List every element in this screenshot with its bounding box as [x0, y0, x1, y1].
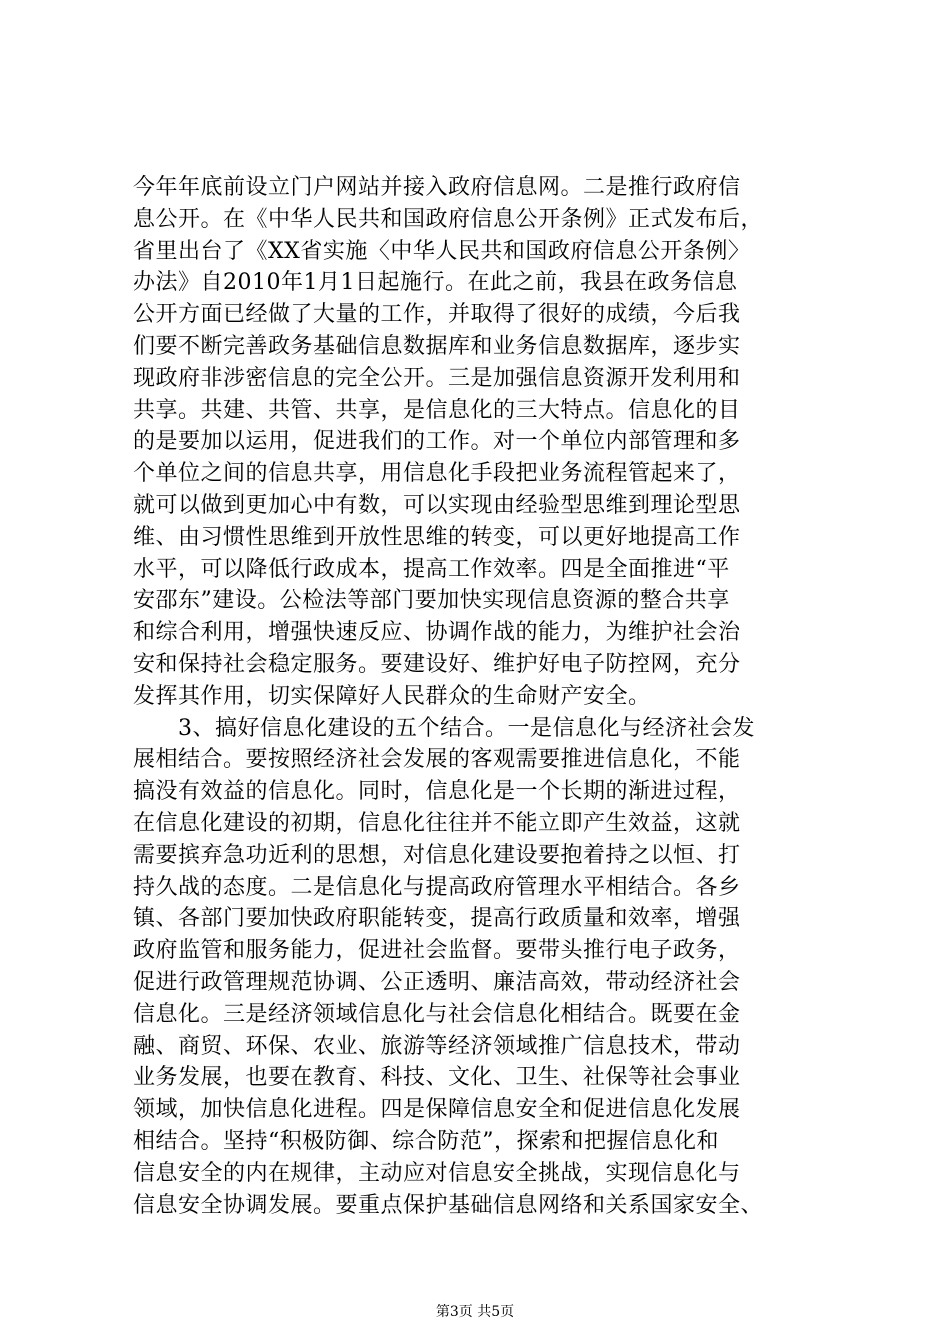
text-line: 安和保持社会稳定服务。要建设好、维护好电子防控网，充分 — [133, 651, 741, 677]
text-line: 领域，加快信息化进程。四是保障信息安全和促进信息化发展 — [133, 1097, 741, 1123]
text-line: 在信息化建设的初期，信息化往往并不能立即产生效益，这就 — [133, 810, 741, 836]
body-text — [133, 172, 823, 1221]
text-line: 的是要加以运用，促进我们的工作。对一个单位内部管理和多 — [133, 429, 741, 455]
text-line: 办法》自2010年1月1日起施行。在此之前，我县在政务信息 — [133, 270, 738, 296]
text-line: 镇、各部门要加快政府职能转变，提高行政质量和效率，增强 — [133, 906, 741, 932]
text-line: 今年年底前设立门户网站并接入政府信息网。二是推行政府信 — [133, 175, 741, 200]
text-line: 融、商贸、环保、农业、旅游等经济领域推广信息技术，带动 — [133, 1033, 741, 1059]
text-line: 信息化。三是经济领域信息化与社会信息化相结合。既要在金 — [133, 1001, 741, 1027]
text-line: 相结合。坚持“积极防御、综合防范”，探索和把握信息化和 — [133, 1128, 719, 1154]
text-line: 维、由习惯性思维到开放性思维的转变，可以更好地提高工作 — [133, 524, 741, 550]
text-line: 促进行政管理规范协调、公正透明、廉洁高效，带动经济社会 — [133, 969, 741, 995]
text-line: 搞没有效益的信息化。同时，信息化是一个长期的渐进过程， — [133, 779, 741, 805]
text-line: 公开方面已经做了大量的工作，并取得了很好的成绩，今后我 — [133, 302, 741, 328]
text-line: 业务发展，也要在教育、科技、文化、卫生、社保等社会事业 — [133, 1065, 741, 1091]
text-line: 政府监管和服务能力，促进社会监督。要带头推行电子政务， — [133, 938, 741, 964]
text-line: 持久战的态度。二是信息化与提高政府管理水平相结合。各乡 — [133, 874, 741, 900]
text-line: 信息安全的内在规律，主动应对信息安全挑战，实现信息化与 — [133, 1160, 741, 1186]
text-line: 现政府非涉密信息的完全公开。三是加强信息资源开发利用和 — [133, 365, 741, 391]
text-line: 息公开。在《中华人民共和国政府信息公开条例》正式发布后， — [133, 206, 764, 232]
page-number-label: 第3页 共5页 — [435, 1304, 515, 1320]
text-line: 需要摈弃急功近利的思想，对信息化建设要抱着持之以恒、打 — [133, 842, 741, 868]
text-line: 们要不断完善政务基础信息数据库和业务信息数据库，逐步实 — [133, 333, 741, 359]
text-line: 就可以做到更加心中有数，可以实现由经验型思维到理论型思 — [133, 492, 741, 518]
text-line: 水平，可以降低行政成本，提高工作效率。四是全面推进“平 — [133, 556, 730, 582]
text-line: 安邵东”建设。公检法等部门要加快实现信息资源的整合共享 — [133, 588, 730, 614]
text-line: 个单位之间的信息共享，用信息化手段把业务流程管起来了， — [133, 461, 741, 487]
text-line: 发挥其作用，切实保障好人民群众的生命财产安全。 — [133, 683, 651, 709]
text-line: 展相结合。要按照经济社会发展的客观需要推进信息化，不能 — [133, 747, 741, 773]
text-line: 共享。共建、共管、共享，是信息化的三大特点。信息化的目 — [133, 397, 741, 423]
page-footer — [0, 1302, 950, 1322]
text-line: 省里出台了《XX省实施〈中华人民共和国政府信息公开条例〉 — [133, 238, 751, 264]
text-line: 信息安全协调发展。要重点保护基础信息网络和关系国家安全、 — [133, 1192, 764, 1218]
text-line: 3、搞好信息化建设的五个结合。一是信息化与经济社会发 — [133, 715, 755, 741]
text-line: 和综合利用，增强快速反应、协调作战的能力，为维护社会治 — [133, 620, 741, 646]
